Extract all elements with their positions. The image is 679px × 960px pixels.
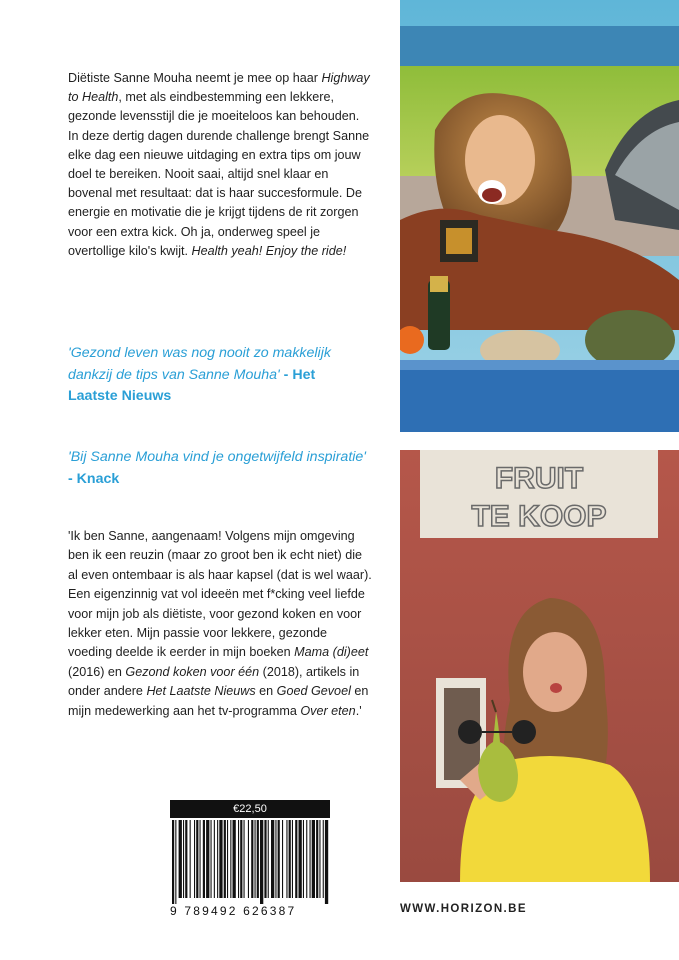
barcode-bar xyxy=(260,820,263,904)
barcode-bar xyxy=(248,820,249,898)
blurb-body: , met als eindbestemming een lekkere, gezonde levensstijl die je moeiteloos kan behouden. In deze dertig dagen durende challenge brengt Sanne elke dag een nieuwe uitdaging en extra tips om jouw doel te bereiken. Nooit saai, altijd snel klaar en bovenal met resultaat: dat is haar succesformule. De energie en motivatie die je krijgt tijdens de rit zorgen voor een extra kick. Oh ja, onderweg speel je overtollige kilo's kwijt. xyxy=(68,90,370,258)
barcode-bar xyxy=(325,820,328,904)
publisher-website: WWW.HORIZON.BE xyxy=(400,903,527,915)
barcode-bar xyxy=(275,820,276,898)
barcode-bar xyxy=(200,820,201,898)
barcode-bar xyxy=(271,820,274,898)
author-bio xyxy=(68,527,373,721)
bio-show-title: Over eten xyxy=(300,703,356,718)
barcode-bar xyxy=(203,820,205,898)
barcode-bar xyxy=(185,820,187,898)
barcode-bar xyxy=(255,820,256,898)
barcode-bar xyxy=(238,820,239,898)
barcode-bar xyxy=(251,820,253,898)
bio-book-title: Mama (di)eet xyxy=(294,645,369,660)
barcode-bar xyxy=(319,820,320,898)
barcode-bar xyxy=(175,820,176,904)
bio-publication: Goed Gevoel xyxy=(276,684,351,699)
isbn-barcode xyxy=(170,800,330,920)
barcode-bar xyxy=(217,820,218,898)
barcode-bar xyxy=(179,820,182,898)
bio-text: (2018), artikels in onder andere xyxy=(68,664,360,699)
bio-text: (2016) en xyxy=(68,664,126,679)
press-quote-hln xyxy=(68,343,368,408)
barcode-bar xyxy=(244,820,245,898)
bio-text: 'Ik ben Sanne, aangenaam! Volgens mijn omgeving ben ik een reuzin (maar zo groot ben ik echt niet) die al even ontembaar is als haar kapsel (dat is wel waar). Een eigenzinnig vat vol ideeën met f*cking veel liefde voor mijn job als diëtiste, voor gezond koken en voor lekker eten. Mijn passie voor lekkere, gezonde voeding deelde ik eerder in mijn boeken xyxy=(68,529,372,660)
barcode-bars xyxy=(170,820,330,904)
barcode-bar xyxy=(194,820,195,898)
barcode-bar xyxy=(196,820,198,898)
barcode-bar xyxy=(190,820,191,898)
barcode-bar xyxy=(295,820,297,898)
photo-pear xyxy=(400,450,679,882)
blurb-intro: Diëtiste Sanne Mouha neemt je mee op haar xyxy=(68,71,322,85)
barcode-bar xyxy=(312,820,315,898)
bio-text: en mijn medewerking aan het tv-programma xyxy=(68,684,369,718)
quote-text: 'Bij Sanne Mouha vind je ongetwijfeld inspiratie' xyxy=(68,449,367,465)
sign-line-2: TE KOOP xyxy=(471,500,607,533)
barcode-bar xyxy=(211,820,212,898)
barcode-bar xyxy=(278,820,280,898)
barcode-bar xyxy=(240,820,242,898)
barcode-bar xyxy=(282,820,283,898)
barcode-bar xyxy=(286,820,287,898)
barcode-bar xyxy=(224,820,226,898)
price-label: €22,50 xyxy=(170,800,330,818)
bio-text: .' xyxy=(355,703,362,718)
barcode-bar xyxy=(323,820,324,898)
barcode-bar xyxy=(214,820,215,898)
barcode-bar xyxy=(227,820,228,898)
barcode-bar xyxy=(183,820,184,898)
barcode-bar xyxy=(206,820,209,898)
quote-text: 'Gezond leven was nog nooit zo makkelijk dankzij de tips van Sanne Mouha' xyxy=(68,345,331,383)
barcode-bar xyxy=(289,820,291,898)
barcode-bar xyxy=(316,820,318,898)
barcode-bar xyxy=(257,820,259,898)
barcode-bar xyxy=(172,820,174,904)
barcode-bar xyxy=(299,820,302,898)
barcode-bar xyxy=(303,820,304,898)
bio-book-title: Gezond koken voor één xyxy=(125,664,260,679)
blurb-title-italic: Highway to Health xyxy=(68,71,370,105)
barcode-bar xyxy=(233,820,236,898)
barcode-bar xyxy=(230,820,231,898)
isbn-number: 9 789492 626387 xyxy=(170,904,297,918)
barcode-bar xyxy=(306,820,307,898)
press-quote-knack xyxy=(68,447,368,490)
barcode-bar xyxy=(292,820,293,898)
quote-source: - Knack xyxy=(68,470,120,487)
bio-text: en xyxy=(255,684,277,699)
sign-line-1: FRUIT xyxy=(494,462,584,495)
back-cover-blurb xyxy=(68,69,370,261)
blurb-tagline: Health yeah! Enjoy the ride! xyxy=(191,243,347,258)
barcode-bar xyxy=(264,820,266,898)
bio-publication: Het Laatste Nieuws xyxy=(146,684,256,699)
barcode-bar xyxy=(219,820,222,898)
photo-convertible xyxy=(400,0,679,432)
quote-source: - Het Laatste Nieuws xyxy=(68,366,316,404)
barcode-bar xyxy=(310,820,311,898)
barcode-bar xyxy=(268,820,269,898)
